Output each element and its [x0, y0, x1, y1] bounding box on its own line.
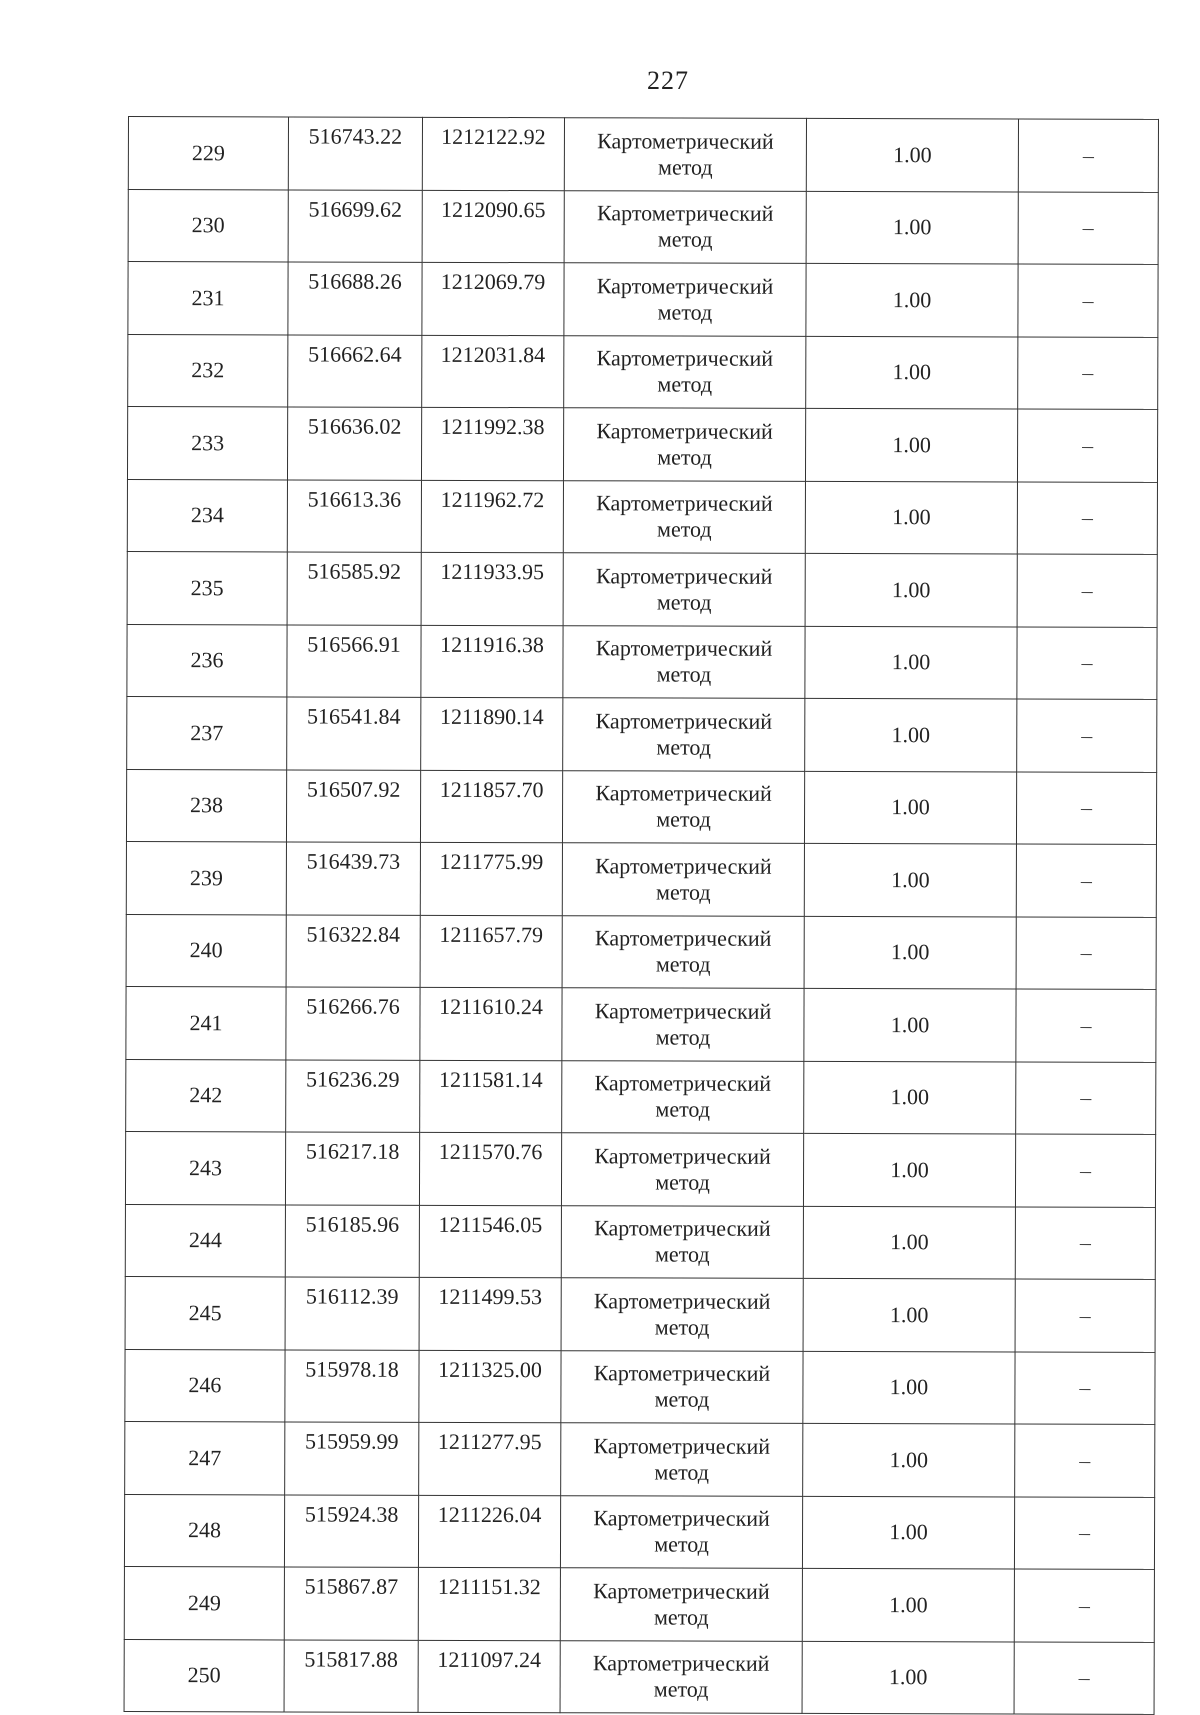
accuracy-cell: 1.00 — [802, 1641, 1014, 1714]
point-number-cell: 234 — [127, 479, 287, 552]
method-cell — [561, 1205, 803, 1278]
description-cell: – — [1016, 771, 1156, 844]
point-number-cell: 248 — [124, 1494, 284, 1567]
description-cell: – — [1017, 481, 1157, 554]
y-coordinate-cell: 1211226.04 — [418, 1495, 560, 1568]
method-line-1: Картометрический — [595, 780, 772, 807]
x-coordinate-cell: 516112.39 — [285, 1277, 419, 1350]
x-coordinate-cell: 516236.29 — [286, 1059, 420, 1132]
accuracy-cell: 1.00 — [803, 1278, 1015, 1351]
point-number-cell: 249 — [124, 1566, 284, 1639]
description-cell: – — [1018, 191, 1158, 264]
accuracy-cell: 1.00 — [803, 1423, 1015, 1496]
description-cell: – — [1017, 626, 1157, 699]
y-coordinate-cell: 1211151.32 — [418, 1567, 560, 1640]
description-cell: – — [1018, 336, 1158, 409]
description-cell: – — [1014, 1641, 1154, 1714]
accuracy-cell: 1.00 — [806, 263, 1018, 336]
y-coordinate-cell: 1211546.05 — [419, 1205, 561, 1278]
method-line-2: метод — [654, 1314, 710, 1340]
y-coordinate-cell: 1211657.79 — [420, 915, 562, 988]
method-cell — [561, 1133, 803, 1206]
method-line-2: метод — [655, 1024, 711, 1050]
description-cell: – — [1015, 1279, 1155, 1352]
table-row — [126, 914, 1156, 989]
table-row — [127, 551, 1157, 626]
description-cell: – — [1015, 1206, 1155, 1279]
method-cell — [561, 1350, 803, 1423]
accuracy-cell: 1.00 — [804, 916, 1016, 989]
y-coordinate-cell: 1211581.14 — [420, 1060, 562, 1133]
method-cell — [562, 1060, 804, 1133]
method-cell — [560, 1568, 802, 1641]
description-cell: – — [1016, 989, 1156, 1062]
description-cell: – — [1017, 554, 1157, 627]
description-cell: – — [1016, 844, 1156, 917]
method-line-1: Картометрический — [597, 128, 774, 154]
y-coordinate-cell: 1212090.65 — [422, 190, 564, 263]
table-row — [125, 1349, 1155, 1424]
description-cell: – — [1016, 1061, 1156, 1134]
y-coordinate-cell: 1211097.24 — [418, 1640, 560, 1713]
method-line-1: Картометрический — [593, 1360, 771, 1387]
accuracy-cell: 1.00 — [802, 1568, 1014, 1641]
description-cell: – — [1018, 119, 1158, 192]
table-row — [128, 334, 1158, 409]
method-line-1: Картометрический — [596, 273, 774, 299]
method-line-2: метод — [657, 299, 713, 325]
point-number-cell: 229 — [128, 117, 288, 190]
method-line-1: Картометрический — [595, 708, 773, 734]
method-line-2: метод — [654, 1241, 710, 1267]
method-cell — [560, 1640, 802, 1713]
table-row — [124, 1566, 1154, 1641]
method-line-2: метод — [656, 879, 711, 905]
method-line-2: метод — [654, 1459, 710, 1485]
table-row — [124, 1639, 1154, 1714]
method-line-2: метод — [657, 516, 712, 542]
table-row — [126, 986, 1156, 1061]
y-coordinate-cell: 1211857.70 — [420, 770, 562, 843]
method-line-2: метод — [655, 1096, 711, 1122]
table-row — [127, 696, 1157, 771]
x-coordinate-cell: 516585.92 — [287, 552, 421, 625]
point-number-cell: 233 — [127, 407, 287, 480]
table-row — [125, 1204, 1155, 1279]
method-line-2: метод — [657, 226, 713, 252]
accuracy-cell: 1.00 — [806, 118, 1018, 191]
accuracy-cell: 1.00 — [805, 553, 1017, 626]
method-line-1: Картометрический — [596, 490, 773, 517]
method-line-2: метод — [656, 661, 712, 687]
method-cell — [562, 988, 804, 1061]
method-line-1: Картометрический — [594, 925, 772, 952]
x-coordinate-cell: 516613.36 — [287, 479, 421, 552]
point-number-cell: 243 — [125, 1131, 285, 1204]
table-row — [126, 769, 1156, 844]
accuracy-cell: 1.00 — [806, 336, 1018, 409]
method-line-1: Картометрический — [596, 200, 774, 227]
method-cell — [562, 915, 804, 988]
method-line-2: метод — [657, 444, 712, 470]
y-coordinate-cell: 1211610.24 — [420, 987, 562, 1060]
y-coordinate-cell: 1211570.76 — [419, 1132, 561, 1205]
method-line-1: Картометрический — [593, 1578, 770, 1604]
method-cell — [564, 263, 806, 336]
method-line-2: метод — [656, 806, 711, 832]
description-cell: – — [1018, 264, 1158, 337]
table-row — [126, 841, 1156, 916]
method-line-2: метод — [656, 589, 712, 615]
method-cell — [562, 843, 804, 916]
method-line-2: метод — [655, 1169, 710, 1195]
description-cell: – — [1014, 1496, 1154, 1569]
method-line-1: Картометрический — [596, 345, 774, 372]
y-coordinate-cell: 1211499.53 — [419, 1277, 561, 1350]
y-coordinate-cell: 1211916.38 — [421, 625, 563, 698]
table-row — [128, 189, 1158, 264]
table-row — [128, 117, 1158, 192]
method-line-2: метод — [654, 1386, 710, 1412]
accuracy-cell: 1.00 — [805, 408, 1017, 481]
x-coordinate-cell: 515978.18 — [285, 1349, 419, 1422]
y-coordinate-cell: 1211277.95 — [419, 1422, 561, 1495]
accuracy-cell: 1.00 — [805, 698, 1017, 771]
method-line-2: метод — [656, 734, 712, 760]
description-cell: – — [1017, 409, 1157, 482]
table-row — [128, 262, 1158, 337]
point-number-cell: 244 — [125, 1204, 285, 1277]
method-line-2: метод — [653, 1676, 709, 1702]
table-row — [124, 1494, 1154, 1569]
y-coordinate-cell: 1211992.38 — [421, 407, 563, 480]
table-row — [125, 1421, 1155, 1496]
method-line-2: метод — [657, 371, 713, 397]
point-number-cell: 238 — [126, 769, 286, 842]
point-number-cell: 239 — [126, 841, 286, 914]
method-cell — [563, 553, 805, 626]
accuracy-cell: 1.00 — [805, 481, 1017, 554]
method-line-1: Картометрический — [593, 1433, 771, 1459]
method-cell — [563, 698, 805, 771]
x-coordinate-cell: 516636.02 — [287, 407, 421, 480]
table-row — [127, 624, 1157, 699]
description-cell: – — [1016, 916, 1156, 989]
y-coordinate-cell: 1211890.14 — [421, 697, 563, 770]
x-coordinate-cell: 516217.18 — [285, 1132, 419, 1205]
method-line-1: Картометрический — [593, 1288, 771, 1314]
point-number-cell: 250 — [124, 1639, 284, 1712]
method-cell — [564, 335, 806, 408]
method-line-1: Картометрический — [595, 853, 772, 879]
method-line-1: Картометрический — [594, 1215, 771, 1242]
point-number-cell: 232 — [128, 334, 288, 407]
x-coordinate-cell: 515867.87 — [284, 1567, 418, 1640]
description-cell: – — [1014, 1569, 1154, 1642]
method-cell — [561, 1278, 803, 1351]
y-coordinate-cell: 1212031.84 — [422, 335, 564, 408]
x-coordinate-cell: 516439.73 — [286, 842, 420, 915]
table-row — [126, 1059, 1156, 1134]
point-number-cell: 235 — [127, 551, 287, 624]
y-coordinate-cell: 1211962.72 — [421, 480, 563, 553]
method-cell — [561, 1423, 803, 1496]
accuracy-cell: 1.00 — [803, 1351, 1015, 1424]
y-coordinate-cell: 1211325.00 — [419, 1350, 561, 1423]
point-number-cell: 242 — [126, 1059, 286, 1132]
description-cell: – — [1015, 1351, 1155, 1424]
method-line-1: Картометрический — [594, 1070, 772, 1097]
method-cell — [563, 408, 805, 481]
method-cell — [562, 770, 804, 843]
description-cell: – — [1015, 1424, 1155, 1497]
method-line-1: Картометрический — [593, 1505, 770, 1532]
accuracy-cell: 1.00 — [804, 771, 1016, 844]
accuracy-cell: 1.00 — [803, 1206, 1015, 1279]
x-coordinate-cell: 516688.26 — [288, 262, 422, 335]
x-coordinate-cell: 515924.38 — [284, 1494, 418, 1567]
method-cell — [560, 1495, 802, 1568]
point-number-cell: 237 — [127, 696, 287, 769]
accuracy-cell: 1.00 — [802, 1496, 1014, 1569]
point-number-cell: 245 — [125, 1276, 285, 1349]
x-coordinate-cell: 516266.76 — [286, 987, 420, 1060]
method-line-2: метод — [654, 1531, 709, 1557]
method-cell — [564, 118, 806, 191]
coordinates-table — [124, 116, 1159, 1715]
table-row — [127, 407, 1157, 482]
x-coordinate-cell: 515959.99 — [285, 1422, 419, 1495]
point-number-cell: 240 — [126, 914, 286, 987]
accuracy-cell: 1.00 — [804, 843, 1016, 916]
accuracy-cell: 1.00 — [803, 1133, 1015, 1206]
y-coordinate-cell: 1211775.99 — [420, 842, 562, 915]
y-coordinate-cell: 1212069.79 — [422, 262, 564, 335]
method-cell — [563, 625, 805, 698]
method-line-1: Картометрический — [594, 1143, 771, 1169]
accuracy-cell: 1.00 — [806, 191, 1018, 264]
x-coordinate-cell: 516566.91 — [287, 624, 421, 697]
x-coordinate-cell: 516541.84 — [287, 697, 421, 770]
x-coordinate-cell: 516662.64 — [288, 334, 422, 407]
method-line-2: метод — [655, 951, 711, 977]
method-cell — [563, 480, 805, 553]
coordinates-table-body — [124, 117, 1158, 1715]
accuracy-cell: 1.00 — [804, 1061, 1016, 1134]
method-line-1: Картометрический — [595, 635, 773, 662]
point-number-cell: 247 — [125, 1421, 285, 1494]
y-coordinate-cell: 1212122.92 — [422, 117, 564, 190]
x-coordinate-cell: 516185.96 — [285, 1204, 419, 1277]
table-row — [125, 1131, 1155, 1206]
point-number-cell: 246 — [125, 1349, 285, 1422]
y-coordinate-cell: 1211933.95 — [421, 552, 563, 625]
description-cell: – — [1015, 1134, 1155, 1207]
accuracy-cell: 1.00 — [804, 988, 1016, 1061]
method-line-1: Картометрический — [595, 563, 773, 589]
page-number: 227 — [647, 66, 689, 95]
method-cell — [564, 190, 806, 263]
x-coordinate-cell: 516322.84 — [286, 914, 420, 987]
x-coordinate-cell: 516699.62 — [288, 189, 422, 262]
method-line-1: Картометрический — [596, 418, 773, 444]
method-line-2: метод — [658, 154, 713, 180]
accuracy-cell: 1.00 — [805, 626, 1017, 699]
x-coordinate-cell: 516507.92 — [286, 769, 420, 842]
method-line-1: Картометрический — [592, 1650, 770, 1677]
point-number-cell: 241 — [126, 986, 286, 1059]
method-line-1: Картометрический — [594, 998, 772, 1024]
point-number-cell: 231 — [128, 262, 288, 335]
x-coordinate-cell: 515817.88 — [284, 1639, 418, 1712]
point-number-cell: 236 — [127, 624, 287, 697]
table-row — [125, 1276, 1155, 1351]
method-line-2: метод — [653, 1604, 709, 1630]
description-cell: – — [1017, 699, 1157, 772]
x-coordinate-cell: 516743.22 — [288, 117, 422, 190]
point-number-cell: 230 — [128, 189, 288, 262]
table-row — [127, 479, 1157, 554]
